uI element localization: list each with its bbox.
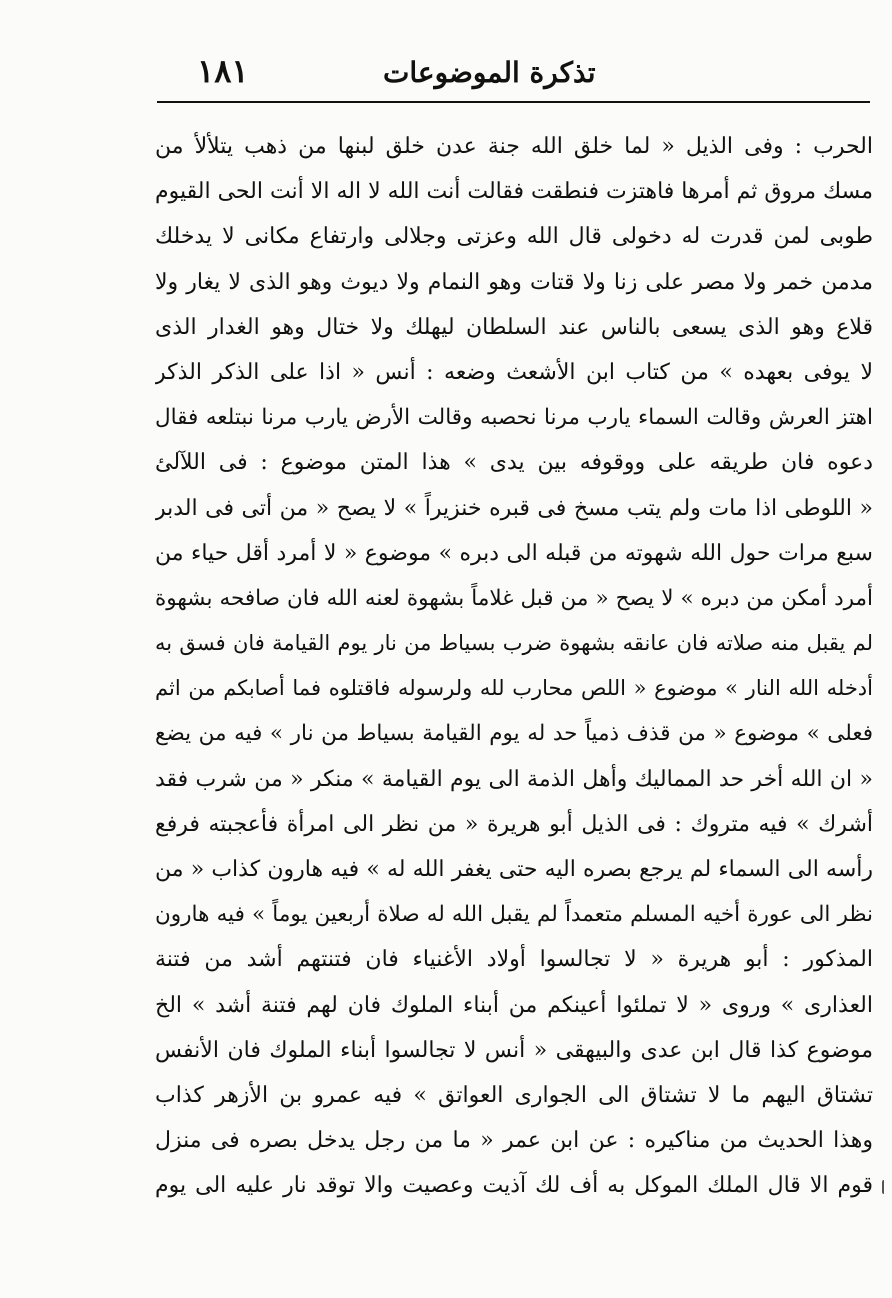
- text-line: المذكور : أبو هريرة « لا تجالسوا أولاد الأغنياء فان فتنتهم أشد من فتنة: [155, 947, 873, 973]
- text-line: أدخله الله النار » موضوع « اللص محارب لله ولرسوله فاقتلوه فما أصابكم من اثم: [155, 676, 873, 701]
- text-line: اهتز العرش وقالت السماء يارب مرنا نحصبه وقالت الأرض يارب مرنا نبتلعه فقال: [155, 405, 873, 431]
- page-header: [155, 52, 875, 102]
- text-line: سبع مرات حول الله شهوته من قبله الى دبره » موضوع « لا أمرد أقل حياء من: [155, 540, 873, 566]
- text-line: دعوه فان طريقه على ووقوفه بين يدى » هذا المتن موضوع : فى اللآلئ: [155, 450, 873, 476]
- text-line: أمرد أمكن من دبره » لا يصح « من قبل غلاماً بشهوة لعنه الله فان صافحه بشهوة: [155, 585, 873, 611]
- text-line: الحرب : وفى الذيل « لما خلق الله جنة عدن خلق لبنها من ذهب يتلألأ من: [155, 134, 873, 159]
- text-line: « ان الله أخر حد المماليك وأهل الذمة الى يوم القيامة » منكر « من شرب فقد: [155, 766, 873, 792]
- text-line: وهذا الحديث من مناكيره : عن ابن عمر « ما من رجل يدخل بصره فى منزل: [155, 1128, 873, 1154]
- text-line: لا يوفى بعهده » من كتاب ابن الأشعث وضعه : أنس « اذا على الذكر الذكر: [155, 359, 873, 385]
- text-line: أشرك » فيه متروك : فى الذيل أبو هريرة « من نظر الى امرأة فأعجبته فرفع: [155, 811, 873, 837]
- running-title: تذكرة الموضوعات: [383, 56, 596, 89]
- text-line: مسك مروق ثم أمرها فاهتزت فنطقت فقالت أنت الله لا اله الا أنت الحى القيوم: [155, 179, 873, 205]
- text-line: رأسه الى السماء لم يرجع بصره اليه حتى يغفر الله له » فيه هارون كذاب « من: [155, 857, 873, 882]
- page-number: ١٨١: [197, 52, 249, 90]
- text-line: « اللوطى اذا مات ولم يتب مسخ فى قبره خنزيراً » لا يصح « من أتى فى الدبر: [155, 495, 873, 521]
- text-line: العذارى » وروى « لا تملئوا أعينكم من أبناء الملوك فان لهم فتنة أشد » الخ: [155, 992, 873, 1018]
- header-divider: [157, 101, 870, 103]
- text-line: قلاع وهو الذى يسعى بالناس عند السلطان ليهلك ولا ختال وهو الغدار الذى: [155, 314, 873, 340]
- text-line: تشتاق اليهم ما لا تشتاق الى الجوارى العواتق » فيه عمرو بن الأزهر كذاب: [155, 1082, 873, 1108]
- text-line: نظر الى عورة أخيه المسلم متعمداً لم يقبل الله له صلاة أربعين يوماً » فيه هارون: [155, 902, 873, 928]
- text-line: فعلى » موضوع « من قذف ذمياً حد له يوم القيامة بسياط من نار » فيه من يضع: [155, 721, 873, 747]
- text-line: طوبى لمن قدرت له دخولى قال الله وعزتى وجلالى وارتفاع مكانى لا يدخلك: [155, 224, 873, 250]
- margin-mark: [882, 1180, 888, 1194]
- text-line: لم يقبل منه صلاته فان عانقه بشهوة ضرب بسياط من نار يوم القيامة فان فسق به: [155, 631, 873, 656]
- body-text: [155, 124, 873, 1209]
- text-line: قوم الا قال الملك الموكل به أف لك آذيت وعصيت والا توقد نار عليه الى يوم: [155, 1173, 873, 1199]
- text-line: موضوع كذا قال ابن عدى والبيهقى « أنس لا تجالسوا أبناء الملوك فان الأنفس: [155, 1037, 873, 1063]
- text-line: مدمن خمر ولا مصر على زنا ولا قتات وهو النمام ولا ديوث وهو الذى لا يغار ولا: [155, 269, 873, 295]
